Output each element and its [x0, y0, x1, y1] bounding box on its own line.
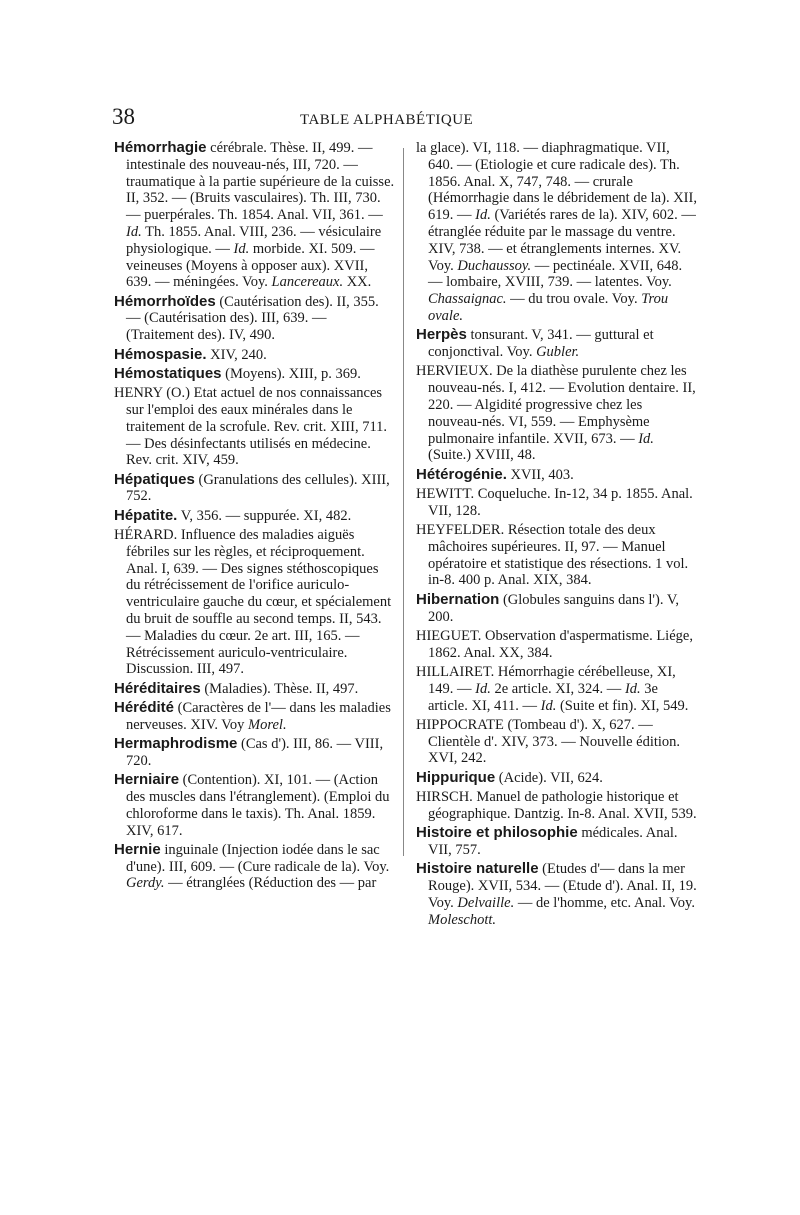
entry-heading: Hermaphrodisme — [114, 735, 238, 753]
index-entry — [416, 789, 698, 823]
entry-text: XVII, 403. — [506, 466, 574, 483]
index-entry — [416, 664, 698, 714]
index-entry — [416, 592, 698, 626]
entry-heading: Hétérogénie. — [416, 465, 507, 483]
entry-text: (Acide). VII, 624. — [495, 769, 603, 786]
entry-text: V, 356. — suppurée. XI, 482. — [177, 507, 352, 524]
entry-text: 3e article. XI, 411. — — [428, 680, 658, 714]
entry-text: XX. — [343, 274, 372, 291]
entry-italic-ref: Id. — [475, 680, 491, 697]
entry-text: médicales. Anal. VII, 757. — [428, 825, 678, 858]
left-column — [114, 140, 396, 895]
entry-text: HEYFELDER. Résection totale des deux mâchoires supérieures. II, 97. — Manuel opératoire et statistique des résections. 1 vol. in-8. 400 p. Anal. XIX, 384. — [416, 522, 689, 589]
entry-italic-ref: Id. — [233, 240, 250, 257]
entry-text: HIPPOCRATE (Tombeau d'). X, 627. — Clientèle d'. XIV, 373. — Nouvelle édition. XVI, 242. — [416, 716, 681, 767]
entry-text: morbide. XI. 509. — veineuses (Moyens à opposer aux). XVII, 639. — méningées. Voy. — [126, 240, 375, 291]
index-entry — [114, 140, 396, 291]
entry-text: HIRSCH. Manuel de pathologie historique et géographique. Dantzig. In-8. Anal. XVII, 539. — [416, 788, 697, 822]
entry-heading: Hémorrhoïdes — [114, 292, 216, 310]
index-entry — [416, 467, 698, 484]
entry-italic-ref: Id. — [126, 223, 142, 240]
index-entry — [416, 628, 698, 662]
entry-heading: Hémorrhagie — [114, 139, 207, 156]
index-entry — [416, 140, 698, 325]
index-entry — [416, 522, 698, 589]
entry-text: HÉRARD. Influence des maladies aiguës fébriles sur les règles, et réciproquement. Anal. I, 639. — Des signes stéthoscopiques du rétrécissement de l'orifice auriculo-ventriculaire gauche du cœur, et spécialement du bruit de souffle au second temps. II, 543. — Maladies du cœur. 2e art. III, 165. — Rétrécissement auriculo-ventriculaire. Discussion. III, 497. — [114, 527, 392, 678]
index-entry — [416, 717, 698, 767]
entry-heading: Histoire et philosophie — [416, 824, 578, 842]
entry-italic-ref: Gubler. — [536, 344, 580, 361]
entry-text: (Etudes d'— dans la mer Rouge). XVII, 534. — (Etude d'). Anal. II, 19. Voy. — [428, 861, 697, 911]
index-entry — [114, 294, 396, 344]
entry-text: HENRY (O.) Etat actuel de nos connaissances sur l'emploi des eaux minérales dans le traitement de la scrofule. Rev. crit. XIII, 711. — Des désinfectants utilisés en médecine. Rev. crit. XIV, 459. — [114, 385, 388, 469]
running-title: TABLE ALPHABÉTIQUE — [300, 112, 474, 128]
index-entry — [114, 736, 396, 770]
entry-text: (Moyens). XIII, p. 369. — [221, 365, 361, 382]
entry-italic-ref: Trou ovale. — [428, 291, 669, 324]
entry-text: HERVIEUX. De la diathèse purulente chez les nouveau-nés. I, 412. — Evolution dentaire. II, 220. — Algidité progressive chez les nouveau-nés. VI, 559. — Emphysème pulmonaire infantile. XVII, 673. — — [416, 363, 696, 447]
entry-text: (Cas d'). III, 86. — VIII, 720. — [126, 736, 384, 769]
index-entry — [114, 700, 396, 734]
index-entry — [114, 472, 396, 506]
entry-heading: Héréditaires — [114, 679, 201, 697]
entry-text: (Caractères de l'— dans les maladies nerveuses. XIV. Voy — [126, 700, 391, 733]
index-entry — [416, 770, 698, 787]
entry-heading: Herpès — [416, 326, 467, 344]
index-entry — [416, 825, 698, 859]
entry-italic-ref: Chassaignac. — [428, 291, 507, 308]
entry-text: — pectinéale. XVII, 648. — lombaire, XVIII, 739. — latentes. Voy. — [428, 257, 683, 291]
column-divider — [403, 148, 404, 856]
entry-text: tonsurant. V, 341. — guttural et conjonctival. Voy. — [428, 327, 654, 361]
entry-heading: Hibernation — [416, 590, 500, 608]
index-entry — [114, 366, 396, 383]
index-entry — [114, 842, 396, 892]
entry-italic-ref: Id. — [475, 207, 491, 224]
entry-text: inguinale (Injection iodée dans le sac d'une). III, 609. — (Cure radicale de la). Voy. — [126, 841, 390, 875]
entry-text: cérébrale. Thèse. II, 499. — intestinale des nouveau-nés, III, 720. — traumatique à la partie supérieure de la cuisse. II, 352. — (Bruits vasculaires). Th. III, 730. — puerpérales. Th. 1854. Anal. VII, 361. — — [126, 140, 395, 224]
entry-heading: Hippurique — [416, 768, 496, 786]
index-entry — [114, 508, 396, 525]
entry-text: (Suite et fin). XI, 549. — [556, 697, 689, 714]
index-entry — [416, 363, 698, 464]
index-entry — [416, 486, 698, 520]
entry-text: XIV, 240. — [206, 346, 267, 363]
entry-text: HEWITT. Coqueluche. In-12, 34 p. 1855. Anal. VII, 128. — [416, 485, 693, 519]
entry-text: (Maladies). Thèse. II, 497. — [200, 680, 359, 697]
entry-text: (Granulations des cellules). XIII, 752. — [126, 471, 390, 505]
entry-text: HIEGUET. Observation d'aspermatisme. Liége, 1862. Anal. XX, 384. — [416, 627, 693, 661]
entry-italic-ref: Morel. — [248, 716, 287, 733]
entry-text: (Suite.) XVIII, 48. — [428, 447, 536, 464]
entry-italic-ref: Id. — [624, 680, 641, 697]
entry-heading: Histoire naturelle — [416, 860, 539, 878]
index-entry — [114, 527, 396, 678]
entry-text: 2e article. XI, 324. — — [490, 680, 625, 697]
entry-text: (Variétés rares de la). XIV, 602. — étranglée réduite par le massage du ventre. XIV, 738. — et étranglements internes. XV. Voy. — [428, 207, 696, 274]
entry-text: — de l'homme, etc. Anal. Voy. — [514, 894, 695, 911]
entry-italic-ref: Delvaille. — [457, 894, 515, 911]
entry-heading: Hernie — [114, 840, 161, 858]
entry-heading: Hémospasie. — [114, 345, 207, 363]
entry-text: (Globules sanguins dans l'). V, 200. — [428, 591, 680, 625]
entry-heading: Hémostatiques — [114, 364, 222, 382]
entry-heading: Hépatiques — [114, 470, 195, 488]
entry-italic-ref: Duchaussoy. — [457, 257, 532, 274]
entry-text: Th. 1855. Anal. VIII, 236. — vésiculaire physiologique. — — [126, 223, 382, 257]
index-entry — [416, 861, 698, 928]
entry-text: la glace). VI, 118. — diaphragmatique. VII, 640. — (Etiologie et cure radicale des). Th. 1856. Anal. X, 747, 748. — crurale (Hémorrhagie dans le débridement de la). XII, 619. — — [416, 140, 697, 224]
entry-text: (Cautérisation des). II, 355. — (Cautérisation des). III, 639. — (Traitement des). IV, 490. — [126, 293, 379, 344]
index-entry — [416, 327, 698, 361]
page-number: 38 — [112, 104, 135, 129]
entry-text: — du trou ovale. Voy. — [506, 291, 642, 308]
entry-text: (Contention). XI, 101. — (Action des muscles dans l'étranglement). (Emploi du chloroforme dans le taxis). Th. Anal. 1859. XIV, 617. — [126, 772, 390, 839]
entry-heading: Hérédité — [114, 699, 175, 716]
index-entry — [114, 772, 396, 839]
index-entry — [114, 347, 396, 364]
entry-heading: Herniaire — [114, 771, 180, 789]
entry-italic-ref: Gerdy. — [126, 875, 165, 892]
entry-text: — étranglées (Réduction des — par — [164, 875, 377, 892]
entry-text: HILLAIRET. Hémorrhagie cérébelleuse, XI, 149. — — [416, 663, 676, 697]
entry-italic-ref: Id. — [638, 430, 654, 447]
entry-italic-ref: Lancereaux. — [271, 274, 344, 291]
entry-italic-ref: Id. — [540, 697, 557, 714]
entry-italic-ref: Moleschott. — [428, 911, 497, 928]
entry-heading: Hépatite. — [114, 506, 178, 524]
right-column — [416, 140, 698, 931]
index-entry — [114, 385, 396, 469]
index-entry — [114, 681, 396, 698]
